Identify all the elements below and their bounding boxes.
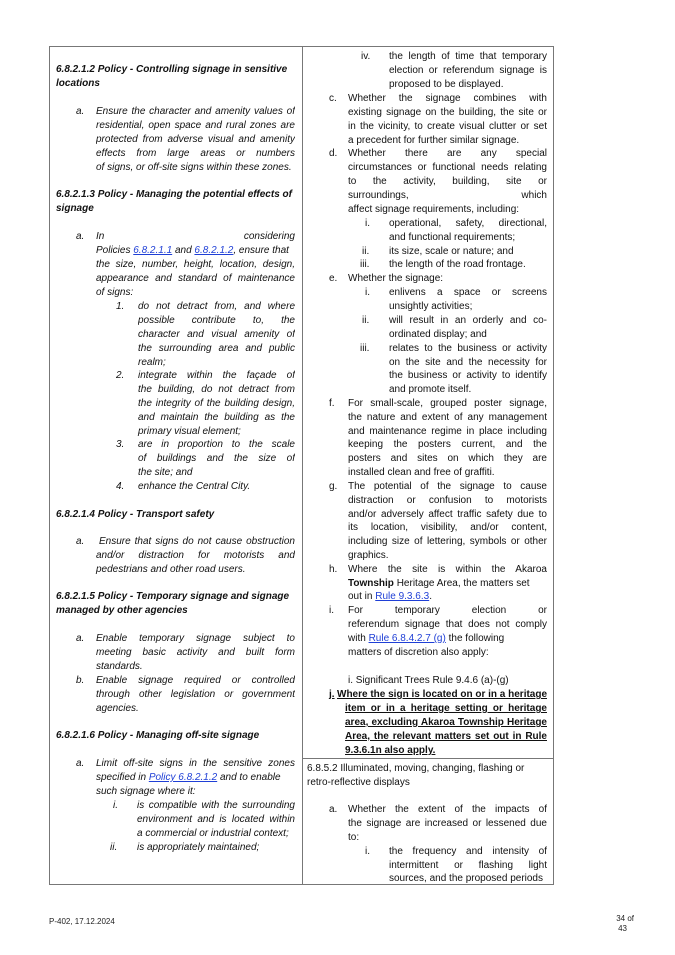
matter-text: proposed to be displayed.	[389, 79, 504, 90]
matter-text: referendum signage that does not comply	[348, 619, 547, 630]
list-item-text: the surrounding area and public	[138, 343, 295, 354]
matter-text: Whether the signage:	[348, 273, 444, 284]
matter-text: existing signage on the building, the site or	[348, 107, 547, 118]
list-marker: b.	[76, 675, 85, 686]
policy-text: , ensure that	[233, 245, 289, 256]
list-item-text: enhance the Central City.	[138, 481, 251, 492]
policy-text	[96, 771, 281, 785]
policy-text: and/or distraction for motorists and	[96, 550, 295, 561]
matter-text: in the vicinity, to create visual clutter or set	[348, 121, 547, 132]
heading-6-8-2-1-3-cont: signage	[56, 203, 94, 214]
matter-text: the nature and extent of any management	[348, 412, 547, 423]
matter-text-amended: Where the sign is located on or in a heritage	[337, 689, 547, 700]
heading-6-8-2-1-6: 6.8.2.1.6 Policy - Managing off-site signage	[56, 730, 260, 741]
list-item-text: realm;	[138, 357, 166, 368]
matter-text: intermittent or flashing light	[389, 860, 547, 871]
matter-text: the business or activity to identify	[389, 370, 547, 381]
matter-text: matters of discretion also apply:	[348, 647, 489, 658]
list-marker: e.	[329, 273, 338, 284]
matter-text: out in	[348, 591, 376, 602]
list-marker: f.	[329, 398, 335, 409]
matter-text: graphics.	[348, 550, 389, 561]
matter-text: posters and sites on which they are	[348, 453, 547, 464]
policy-text: the size, number, height, location, design,	[96, 259, 295, 270]
matter-text	[348, 590, 432, 604]
matter-text-amended: 9.3.6.1n also apply.	[345, 745, 436, 756]
list-marker: 4.	[116, 481, 125, 492]
matter-text: the signage are increased or lessened due	[348, 818, 547, 829]
policy-text: protected from adverse visual and amenity	[96, 134, 295, 145]
matter-text: its size, scale or nature; and	[389, 246, 514, 257]
list-item-text: a commercial or industrial context;	[137, 828, 289, 839]
policy-text: Enable signage required or controlled	[96, 675, 295, 686]
matter-text: circumstances or functional needs relating	[348, 162, 547, 173]
matter-text: relates to the business or activity	[389, 343, 547, 354]
policy-link-6-8-2-1-1[interactable]: 6.8.2.1.1	[133, 245, 173, 256]
matter-text: The potential of the signage to cause	[348, 481, 547, 492]
policy-text: Limit off-site signs in the sensitive zones	[96, 758, 295, 769]
matter-text: installed clean and free of graffiti.	[348, 467, 495, 478]
policy-text: through other legislation or government	[96, 689, 295, 700]
list-marker: a.	[76, 633, 85, 644]
matter-text: Heritage Area, the matters set	[393, 578, 530, 589]
matter-text: the length of time that temporary	[389, 51, 547, 62]
matter-text: Whether there are any special	[348, 148, 547, 159]
policy-text: Enable temporary signage subject to	[96, 633, 295, 644]
matter-text	[348, 577, 530, 591]
page-total: 43	[618, 924, 627, 933]
list-marker: iii.	[360, 259, 370, 270]
list-marker: a.	[76, 106, 85, 117]
policy-text: of signs:	[96, 287, 134, 298]
matter-text: including size of lettering, symbols or other	[348, 536, 547, 547]
matter-text: its location, visibility, and/or content,	[348, 522, 547, 533]
matter-text: affect signage requirements, including:	[348, 204, 520, 215]
matter-text-amended: Area, the relevant matters set out in Rule	[345, 731, 547, 742]
matter-text: and functional requirements;	[389, 232, 516, 243]
list-marker: g.	[329, 481, 338, 492]
policy-text: specified in	[96, 772, 149, 783]
matter-text: with	[348, 633, 369, 644]
matter-text: For temporary election or	[348, 605, 547, 616]
matter-text: and maintenance regime in place including	[348, 426, 547, 437]
list-item-text: environment and is located within	[137, 814, 295, 825]
policy-text	[96, 244, 289, 258]
matter-text: the frequency and intensity of	[389, 846, 547, 857]
matter-text: enlivens a space or screens	[389, 287, 547, 298]
policy-text: agencies.	[96, 703, 139, 714]
matter-text: will result in an orderly and co-	[389, 315, 547, 326]
list-item-text: the site; and	[138, 467, 193, 478]
list-marker: iv.	[361, 51, 371, 62]
policy-text: Ensure that signs do not cause obstruction	[99, 536, 295, 547]
list-item-text: the integrity of the building design,	[138, 398, 295, 409]
list-item-text: and maintain the building as the	[138, 412, 295, 423]
policy-text: of signs, or off-site signs within these zones.	[96, 162, 292, 173]
matter-text-amended: item or in a heritage setting or heritage	[345, 703, 547, 714]
matter-text: the following	[445, 633, 505, 644]
policy-link-6-8-2-1-2[interactable]: Policy 6.8.2.1.2	[148, 772, 218, 783]
matter-text: Where the site is within the Akaroa	[348, 564, 547, 575]
list-marker: i.	[365, 287, 370, 298]
heading-6-8-2-1-5-cont: managed by other agencies	[56, 605, 188, 616]
matter-text: keeping the posters current, and the	[348, 439, 547, 450]
list-marker: i.	[365, 846, 370, 857]
list-item-text: is appropriately maintained;	[137, 842, 260, 853]
list-marker: a.	[76, 536, 85, 547]
list-marker: d.	[329, 148, 338, 159]
policy-text: such signage where it:	[96, 786, 196, 797]
section-heading-6-8-5-2: 6.8.5.2 Illuminated, moving, changing, flashing or	[307, 763, 525, 774]
rule-link-9-3-6-3[interactable]: Rule 9.3.6.3	[375, 591, 430, 602]
list-marker: 3.	[116, 439, 125, 450]
heading-6-8-2-1-4: 6.8.2.1.4 Policy - Transport safety	[56, 509, 215, 520]
list-marker: j.	[329, 689, 335, 700]
list-item-text: primary visual element;	[138, 426, 241, 437]
matter-text: sources, and the proposed periods	[389, 873, 543, 884]
policy-text: Ensure the character and amenity values of	[96, 106, 295, 117]
list-marker: a.	[76, 231, 85, 242]
matter-text: election or referendum signage is	[389, 65, 547, 76]
list-marker: iii.	[360, 343, 370, 354]
list-marker: ii.	[362, 315, 370, 326]
matter-text-amended: area, excluding Akaroa Township Heritage	[345, 717, 547, 728]
matter-text: to the activity, building, site or	[348, 176, 547, 187]
policy-text: pedestrians and other road users.	[96, 564, 246, 575]
heading-6-8-2-1-2: 6.8.2.1.2 Policy - Controlling signage in sensitive	[56, 64, 288, 75]
section-heading-6-8-5-2-cont: retro-reflective displays	[307, 777, 410, 788]
policy-text: meeting basic activity and built form	[96, 647, 295, 658]
list-marker: 2.	[116, 370, 125, 381]
policy-link-6-8-2-1-2[interactable]: 6.8.2.1.2	[194, 245, 234, 256]
matter-text: on the site and the necessity for	[389, 357, 547, 368]
list-item-text: do not detract from, and where	[138, 301, 295, 312]
heading-6-8-2-1-5: 6.8.2.1.5 Policy - Temporary signage and signage	[56, 591, 290, 602]
list-item-text: are in proportion to the scale	[138, 439, 295, 450]
matter-text: to:	[348, 832, 360, 843]
matter-text: and/or adversely affect traffic safety due to	[348, 509, 547, 520]
page-number: 34 of	[616, 914, 634, 923]
list-marker: c.	[329, 93, 337, 104]
matter-text: surroundings, which	[348, 190, 547, 201]
list-marker: a.	[329, 804, 338, 815]
matter-text: .	[429, 591, 432, 602]
list-marker: a.	[76, 758, 85, 769]
policy-text: and to enable	[217, 772, 281, 783]
matter-text: a precedent for further similar signage.	[348, 135, 520, 146]
matter-text: Whether the extent of the impacts of	[348, 804, 547, 815]
matter-text: the length of the road frontage.	[389, 259, 526, 270]
list-marker: ii.	[362, 246, 370, 257]
row-divider	[302, 758, 554, 759]
matter-text: operational, safety, directional,	[389, 218, 547, 229]
matter-text: unsightly activities;	[389, 301, 473, 312]
matter-text: and promote itself.	[389, 384, 472, 395]
policy-text: Policies	[96, 245, 134, 256]
list-marker: 1.	[116, 301, 125, 312]
heading-6-8-2-1-3: 6.8.2.1.3 Policy - Managing the potential effects of	[56, 189, 292, 200]
list-marker: i.	[329, 605, 334, 616]
list-item-text: the building, do not detract from	[138, 384, 295, 395]
policy-text: considering	[243, 231, 295, 242]
policy-text: effects from large areas or numbers	[96, 148, 295, 159]
list-marker: i.	[113, 800, 118, 811]
matter-text: distraction or confusion to motorists	[348, 495, 547, 506]
policy-text: In	[96, 231, 105, 242]
policy-text: appearance and standard of maintenance	[96, 273, 295, 284]
policy-text: residential, open space and rural zones are	[96, 120, 295, 131]
document-reference: P-402, 17.12.2024	[49, 917, 115, 926]
matter-text-bold: Township	[348, 578, 394, 589]
list-item-text: of buildings and the size of	[138, 453, 295, 464]
rule-link-6-8-4-2-7-g[interactable]: Rule 6.8.4.2.7 (g)	[368, 633, 446, 644]
matter-text: Whether the signage combines with	[348, 93, 547, 104]
column-divider	[302, 46, 303, 885]
matter-text: For small-scale, grouped poster signage,	[348, 398, 547, 409]
list-marker: ii.	[110, 842, 118, 853]
matter-text	[348, 632, 504, 646]
policy-text: and	[172, 245, 195, 256]
list-item-text: possible contribute to, the	[138, 315, 295, 326]
heading-6-8-2-1-2-cont: locations	[56, 78, 100, 89]
matter-text: ordinated display; and	[389, 329, 487, 340]
list-marker: i.	[365, 218, 370, 229]
matter-text: i. Significant Trees Rule 9.4.6 (a)-(g)	[348, 675, 509, 686]
list-item-text: is compatible with the surrounding	[137, 800, 295, 811]
list-item-text: integrate within the façade of	[138, 370, 295, 381]
list-item-text: character and visual amenity of	[138, 329, 295, 340]
policy-text: standards.	[96, 661, 143, 672]
list-marker: h.	[329, 564, 338, 575]
